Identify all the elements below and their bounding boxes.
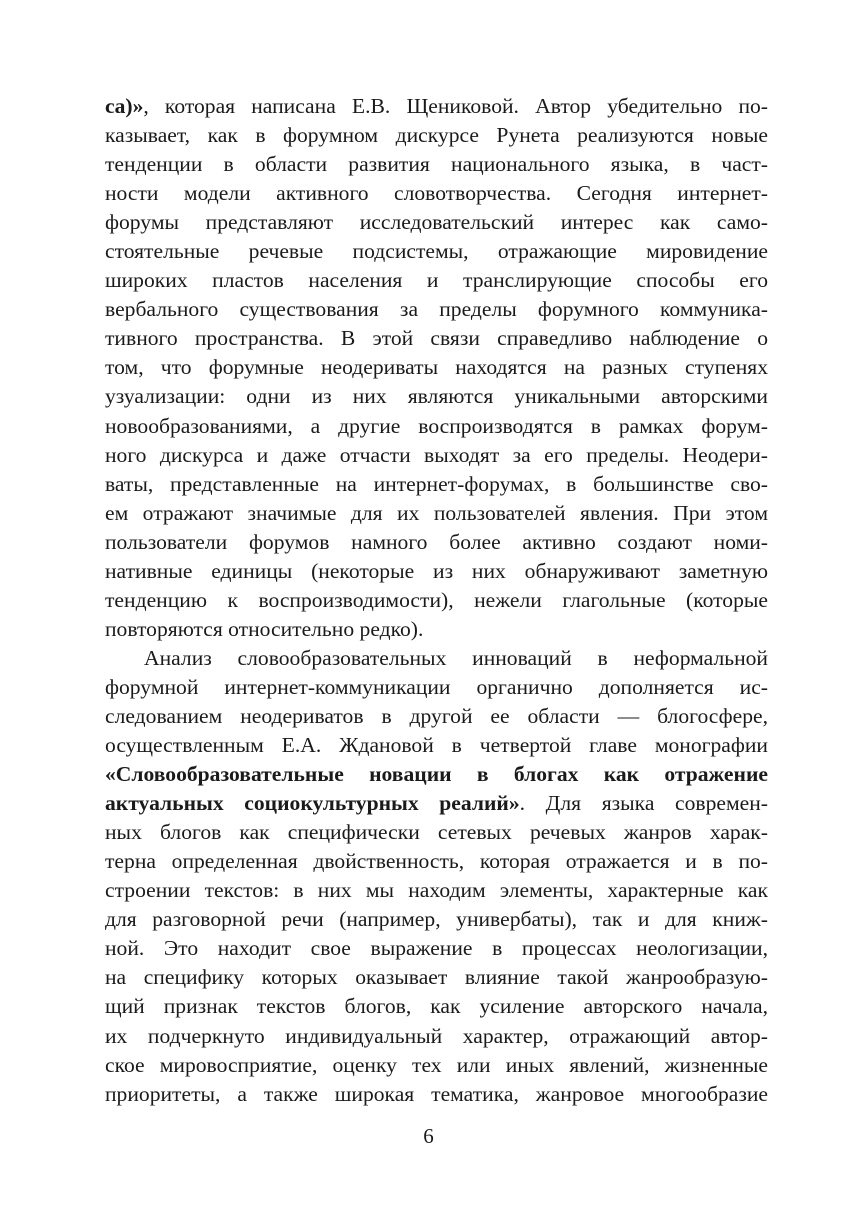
text-line: на специфику которых оказывает влияние такой жанрообразую- [105, 965, 768, 990]
text-line: тенденцию к воспроизводимости), нежели глагольные (которые [105, 587, 768, 612]
text-run: . Для языка современ- [519, 791, 768, 816]
text-line: ем отражают значимые для их пользователей явления. При этом [105, 500, 768, 525]
bold-text: «Словообразовательные новации в блогах как отражение [105, 762, 768, 787]
text-line: терна определенная двойственность, которая отражается и в по- [105, 849, 768, 874]
text-line: ности модели активного словотворчества. Сегодня интернет- [105, 181, 768, 206]
text-line: пользователи форумов намного более активно создают номи- [105, 529, 768, 554]
text-line: ного дискурса и даже отчасти выходят за его пределы. Неодери- [105, 442, 768, 467]
text-line: их подчеркнуто индивидуальный характер, отражающий автор- [105, 1023, 768, 1048]
text-line: щий признак текстов блогов, как усиление авторского начала, [105, 994, 768, 1019]
text-line [105, 92, 768, 121]
page-number: 6 [423, 1124, 434, 1148]
text-line: тивного пространства. В этой связи справедливо наблюдение о [105, 326, 768, 351]
text-line: новообразованиями, а другие воспроизводятся в рамках форум- [105, 413, 768, 438]
text-line: том, что форумные неодериваты находятся на разных ступенях [105, 355, 768, 380]
text-line: повторяются относительно редко). [105, 616, 424, 641]
text-line: форумы представляют исследовательский интерес как само- [105, 210, 768, 235]
text-line [105, 789, 768, 818]
text-line: Анализ словообразовательных инноваций в неформальной [144, 645, 768, 670]
text-line: строении текстов: в них мы находим элементы, характерные как [105, 878, 768, 903]
paragraph [105, 644, 768, 1109]
text-line: ваты, представленные на интернет-форумах, в большинстве сво- [105, 471, 768, 496]
text-line: тенденции в области развития национального языка, в част- [105, 152, 768, 177]
bold-text: актуальных социокультурных реалий» [105, 791, 520, 816]
text-line: казывает, как в форумном дискурсе Рунета реализуются новые [105, 123, 768, 148]
text-line: ных блогов как специфически сетевых речевых жанров харак- [105, 820, 768, 845]
bold-text: ca)» [105, 94, 144, 118]
text-line: узуализации: одни из них являются уникальными авторскими [105, 384, 768, 409]
text-line: широких пластов населения и транслирующие способы его [105, 268, 768, 293]
text-line: ной. Это находит свое выражение в процессах неологизации, [105, 936, 768, 961]
text-line [105, 760, 768, 789]
text-line: форумной интернет-коммуникации органично дополняется ис- [105, 674, 768, 699]
text-line: нативные единицы (некоторые из них обнаруживают заметную [105, 558, 768, 583]
text-line: стоятельные речевые подсистемы, отражающие мировидение [105, 239, 768, 264]
page-body [105, 92, 768, 1109]
text-line: ское мировосприятие, оценку тех или иных явлений, жизненные [105, 1052, 768, 1077]
text-line: для разговорной речи (например, универбаты), так и для книж- [105, 907, 768, 932]
text-line: вербального существования за пределы форумного коммуника- [105, 297, 768, 322]
text-line: приоритеты, а также широкая тематика, жанровое многообразие [105, 1081, 768, 1106]
text-line: следованием неодериватов в другой ее области — блогосфере, [105, 703, 768, 728]
paragraph [105, 92, 768, 644]
text-line: осуществленным Е.А. Ждановой в четвертой главе монографии [105, 733, 768, 758]
text-run: , которая написана Е.В. Щениковой. Автор убедительно по- [143, 94, 768, 118]
